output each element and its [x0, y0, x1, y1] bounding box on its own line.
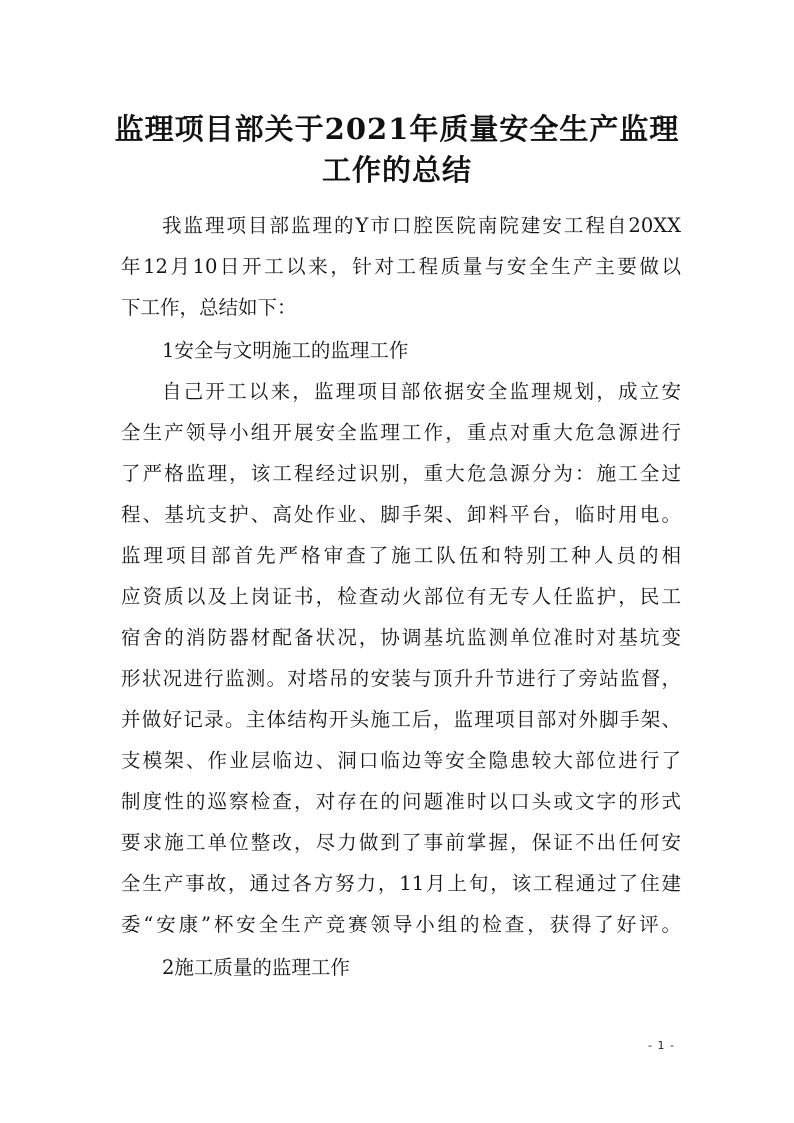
section-1-heading: 1安全与文明施工的监理工作 — [162, 339, 409, 362]
section-1-line-1: 自己开工以来，监理项目部依据安全监理规划，成立安 — [162, 380, 681, 403]
section-1-line-13: 全生产事故，通过各方努力，11月上旬，该工程通过了住建 — [121, 872, 681, 895]
document-title-line-1: 监理项目部关于2021年质量安全生产监理 — [114, 112, 680, 146]
intro-line-3: 下工作，总结如下： — [121, 296, 297, 319]
page-number: - 1 - — [648, 1039, 675, 1052]
section-1-line-12: 要求施工单位整改，尽力做到了事前掌握，保证不出任何安 — [121, 831, 681, 854]
section-1-line-4: 程、基坑支护、高处作业、脚手架、卸料平台，临时用电。 — [121, 503, 681, 526]
section-1-line-2: 全生产领导小组开展安全监理工作，重点对重大危急源进行 — [121, 421, 681, 444]
section-1-line-8: 形状况进行监测。对塔吊的安装与顶升升节进行了旁站监督， — [121, 667, 681, 690]
section-1-line-9: 并做好记录。主体结构开头施工后，监理项目部对外脚手架、 — [121, 708, 681, 731]
intro-line-2: 年12月10日开工以来，针对工程质量与安全生产主要做以 — [121, 255, 681, 278]
section-1-line-6: 应资质以及上岗证书，检查动火部位有无专人任监护，民工 — [121, 585, 681, 608]
section-1-line-11: 制度性的巡察检查，对存在的问题准时以口头或文字的形式 — [121, 790, 681, 813]
document-title-line-2: 工作的总结 — [321, 153, 472, 187]
section-1-line-7: 宿舍的消防器材配备状况，协调基坑监测单位准时对基坑变 — [121, 626, 681, 649]
section-1-line-3: 了严格监理，该工程经过识别，重大危急源分为：施工全过 — [121, 462, 681, 485]
section-1-line-10: 支模架、作业层临边、洞口临边等安全隐患较大部位进行了 — [121, 749, 681, 772]
intro-line-1: 我监理项目部监理的Y市口腔医院南院建安工程自20XX — [162, 214, 681, 237]
section-1-line-5: 监理项目部首先严格审查了施工队伍和特别工种人员的相 — [121, 544, 681, 567]
section-2-heading: 2施工质量的监理工作 — [162, 956, 350, 979]
section-1-line-14: 委“安康”杯安全生产竞赛领导小组的检查，获得了好评。 — [121, 913, 681, 936]
